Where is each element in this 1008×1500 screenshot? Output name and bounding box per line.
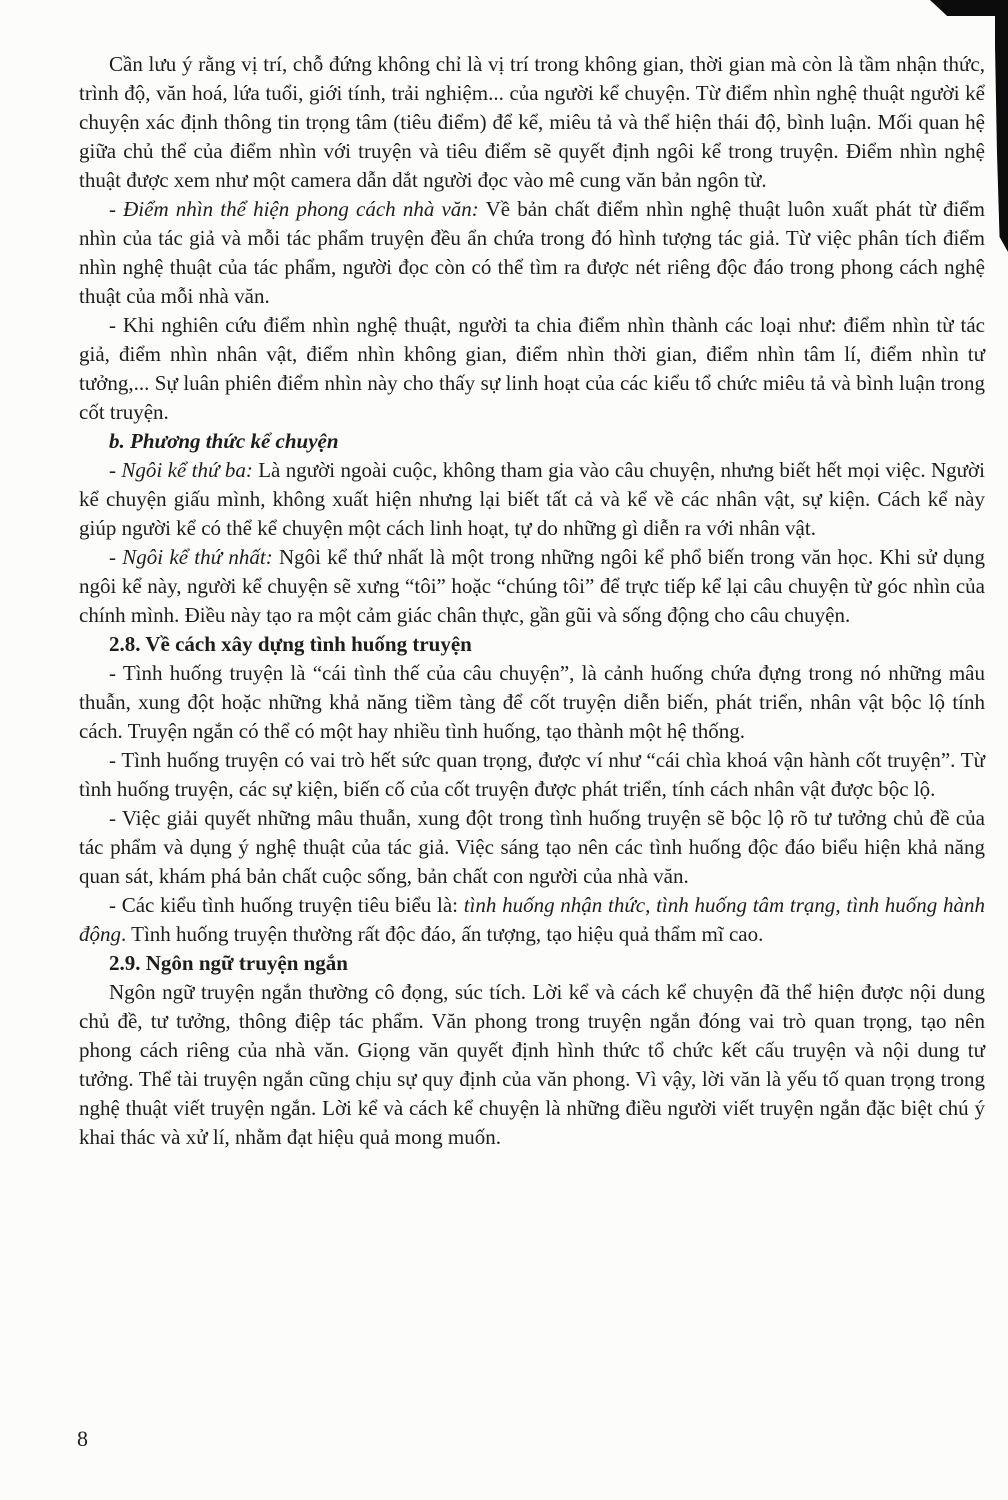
paragraph xyxy=(79,543,985,630)
text-segment: Cần lưu ý rằng vị trí, chỗ đứng không chỉ là vị trí trong không gian, thời gian mà còn là tầm nhận thức, trình độ, văn hoá, lứa tuổi, giới tính, trải nghiệm... của người kể chuyện. Từ điểm nhìn nghệ thuật người kể chuyện xác định thông tin trọng tâm (tiêu điểm) để kể, miêu tả và thể hiện thái độ, bình luận. Mối quan hệ giữa chủ thể của điểm nhìn với truyện và tiêu điểm sẽ quyết định ngôi kể trong truyện. Điểm nhìn nghệ thuật được xem như một camera dẫn dắt người đọc vào mê cung văn bản ngôn từ. xyxy=(79,52,985,192)
text-segment: tình huống nhận thức, tình huống tâm trạng, tình huống hành động xyxy=(79,893,985,946)
text-segment: Ngôi kể thứ nhất là một trong những ngôi kể phổ biến trong văn học. Khi sử dụng ngôi kể này, người kể chuyện sẽ xưng “tôi” hoặc “chúng tôi” để trực tiếp kể lại câu chuyện từ góc nhìn của chính mình. Điều này tạo ra một cảm giác chân thực, gần gũi và sống động cho câu chuyện. xyxy=(79,545,985,627)
paragraph xyxy=(79,746,985,804)
paragraph xyxy=(79,978,985,1152)
text-segment: . Tình huống truyện thường rất độc đáo, ấn tượng, tạo hiệu quả thẩm mĩ cao. xyxy=(121,922,764,946)
text-segment: Ngôn ngữ truyện ngắn thường cô đọng, súc tích. Lời kể và cách kể chuyện đã thể hiện được nội dung chủ đề, tư tưởng, thông điệp tác phẩm. Văn phong trong truyện ngắn đóng vai trò quan trọng, tạo nên phong cách riêng của nhà văn. Giọng văn quyết định hình thức tổ chức kết cấu truyện và nội dung tư tưởng. Thể tài truyện ngắn cũng chịu sự quy định của văn phong. Vì vậy, lời văn là yếu tố quan trọng trong nghệ thuật viết truyện ngắn. Lời kể và cách kể chuyện là những điều người viết truyện ngắn đặc biệt chú ý khai thác và xử lí, nhằm đạt hiệu quả mong muốn. xyxy=(79,980,985,1149)
text-segment: - Ngôi kể thứ nhất: xyxy=(109,545,273,569)
paragraph xyxy=(79,50,985,195)
section-heading xyxy=(79,630,985,659)
text-segment: - Ngôi kể thứ ba: xyxy=(109,458,253,482)
text-segment: - Điểm nhìn thể hiện phong cách nhà văn: xyxy=(109,197,479,221)
page-body xyxy=(79,50,985,1152)
paragraph xyxy=(79,456,985,543)
page-number: 8 xyxy=(77,1426,88,1451)
paragraph xyxy=(79,891,985,949)
scan-edge-artifact xyxy=(995,0,1008,252)
text-segment: - Khi nghiên cứu điểm nhìn nghệ thuật, người ta chia điểm nhìn thành các loại như: điểm nhìn từ tác giả, điểm nhìn nhân vật, điểm nhìn không gian, điểm nhìn thời gian, điểm nhìn tâm lí, điểm nhìn tư tưởng,... Sự luân phiên điểm nhìn này cho thấy sự linh hoạt của các kiểu tổ chức miêu tả và bình luận trong cốt truyện. xyxy=(79,313,985,424)
paragraph xyxy=(79,659,985,746)
text-segment: Là người ngoài cuộc, không tham gia vào câu chuyện, nhưng biết hết mọi việc. Người kể chuyện giấu mình, không xuất hiện nhưng lại biết tất cả và kể về các nhân vật, sự kiện. Cách kể này giúp người kể có thể kể chuyện một cách linh hoạt, tự do những gì diễn ra với nhân vật. xyxy=(79,458,985,540)
text-segment: Về bản chất điểm nhìn nghệ thuật luôn xuất phát từ điểm nhìn của tác giả và mỗi tác phẩm truyện đều ẩn chứa trong đó hình tượng tác giả. Từ việc phân tích điểm nhìn nghệ thuật của tác phẩm, người đọc còn có thể tìm ra được nét riêng độc đáo trong phong cách nghệ thuật của mỗi nhà văn. xyxy=(79,197,985,308)
paragraph xyxy=(79,195,985,311)
paragraph xyxy=(79,804,985,891)
section-heading xyxy=(79,427,985,456)
section-heading xyxy=(79,949,985,978)
text-segment: 2.8. Về cách xây dựng tình huống truyện xyxy=(109,632,472,656)
text-segment: - Việc giải quyết những mâu thuẫn, xung đột trong tình huống truyện sẽ bộc lộ rõ tư tưởng chủ đề của tác phẩm và dụng ý nghệ thuật của tác giả. Việc sáng tạo nên các tình huống độc đáo biểu hiện khả năng quan sát, khám phá bản chất cuộc sống, bản chất con người của nhà văn. xyxy=(79,806,985,888)
text-segment: - Các kiểu tình huống truyện tiêu biểu là: xyxy=(109,893,464,917)
text-segment: b. Phương thức kể chuyện xyxy=(109,429,339,453)
text-segment: - Tình huống truyện là “cái tình thế của câu chuyện”, là cảnh huống chứa đựng trong nó những mâu thuẫn, xung đột hoặc những khả năng tiềm tàng để cốt truyện diễn biến, phát triển, nhân vật bộc lộ tính cách. Truyện ngắn có thể có một hay nhiều tình huống, tạo thành một hệ thống. xyxy=(79,661,985,743)
text-segment: 2.9. Ngôn ngữ truyện ngắn xyxy=(109,951,348,975)
text-segment: - Tình huống truyện có vai trò hết sức quan trọng, được ví như “cái chìa khoá vận hành cốt truyện”. Từ tình huống truyện, các sự kiện, biến cố của cốt truyện được phát triển, tính cách nhân vật được bộc lộ. xyxy=(79,748,985,801)
paragraph xyxy=(79,311,985,427)
